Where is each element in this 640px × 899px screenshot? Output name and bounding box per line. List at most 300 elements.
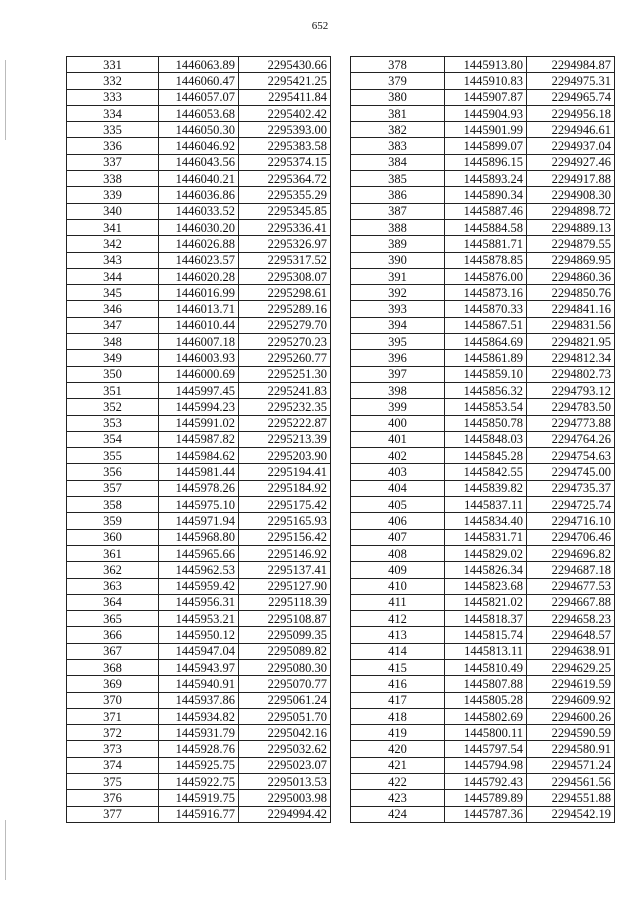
point-number-cell: 355	[67, 448, 159, 464]
x-coordinate-cell: 1446040.21	[159, 171, 239, 187]
point-number-cell: 420	[351, 741, 445, 757]
y-coordinate-cell: 2295298.61	[239, 285, 331, 301]
table-row	[67, 138, 331, 154]
x-coordinate-cell: 1445864.69	[445, 334, 527, 350]
y-coordinate-cell: 2295042.16	[239, 725, 331, 741]
table-row	[351, 219, 615, 235]
point-number-cell: 338	[67, 171, 159, 187]
y-coordinate-cell: 2295421.25	[239, 73, 331, 89]
point-number-cell: 362	[67, 562, 159, 578]
table-row	[351, 334, 615, 350]
left-edge-mark	[5, 60, 6, 140]
y-coordinate-cell: 2294869.95	[527, 252, 615, 268]
y-coordinate-cell: 2295260.77	[239, 350, 331, 366]
y-coordinate-cell: 2294542.19	[527, 806, 615, 822]
point-number-cell: 383	[351, 138, 445, 154]
table-row	[67, 741, 331, 757]
table-row	[351, 757, 615, 773]
x-coordinate-cell: 1445829.02	[445, 545, 527, 561]
y-coordinate-cell: 2294745.00	[527, 464, 615, 480]
table-row	[67, 171, 331, 187]
coordinates-table-left-body	[67, 57, 331, 823]
x-coordinate-cell: 1446026.88	[159, 236, 239, 252]
table-row	[67, 545, 331, 561]
y-coordinate-cell: 2294889.13	[527, 219, 615, 235]
x-coordinate-cell: 1446000.69	[159, 366, 239, 382]
x-coordinate-cell: 1445904.93	[445, 105, 527, 121]
table-row	[351, 89, 615, 105]
table-row	[67, 659, 331, 675]
x-coordinate-cell: 1446020.28	[159, 268, 239, 284]
x-coordinate-cell: 1446016.99	[159, 285, 239, 301]
x-coordinate-cell: 1445896.15	[445, 154, 527, 170]
x-coordinate-cell: 1445968.80	[159, 529, 239, 545]
table-row	[67, 73, 331, 89]
x-coordinate-cell: 1445953.21	[159, 611, 239, 627]
point-number-cell: 340	[67, 203, 159, 219]
table-row	[67, 676, 331, 692]
x-coordinate-cell: 1445956.31	[159, 594, 239, 610]
x-coordinate-cell: 1445837.11	[445, 497, 527, 513]
coordinates-table-right-body	[351, 57, 615, 823]
point-number-cell: 378	[351, 57, 445, 73]
point-number-cell: 344	[67, 268, 159, 284]
point-number-cell: 334	[67, 105, 159, 121]
table-row	[67, 122, 331, 138]
y-coordinate-cell: 2294773.88	[527, 415, 615, 431]
point-number-cell: 370	[67, 692, 159, 708]
x-coordinate-cell: 1446010.44	[159, 317, 239, 333]
y-coordinate-cell: 2295146.92	[239, 545, 331, 561]
y-coordinate-cell: 2294956.18	[527, 105, 615, 121]
point-number-cell: 413	[351, 627, 445, 643]
table-row	[351, 725, 615, 741]
table-row	[351, 252, 615, 268]
x-coordinate-cell: 1445940.91	[159, 676, 239, 692]
x-coordinate-cell: 1445842.55	[445, 464, 527, 480]
y-coordinate-cell: 2294754.63	[527, 448, 615, 464]
x-coordinate-cell: 1445870.33	[445, 301, 527, 317]
y-coordinate-cell: 2295251.30	[239, 366, 331, 382]
y-coordinate-cell: 2295336.41	[239, 219, 331, 235]
point-number-cell: 402	[351, 448, 445, 464]
table-row	[351, 643, 615, 659]
y-coordinate-cell: 2295013.53	[239, 774, 331, 790]
y-coordinate-cell: 2294687.18	[527, 562, 615, 578]
y-coordinate-cell: 2295232.35	[239, 399, 331, 415]
x-coordinate-cell: 1445873.16	[445, 285, 527, 301]
y-coordinate-cell: 2294783.50	[527, 399, 615, 415]
table-row	[67, 774, 331, 790]
y-coordinate-cell: 2295080.30	[239, 659, 331, 675]
x-coordinate-cell: 1445943.97	[159, 659, 239, 675]
x-coordinate-cell: 1445884.58	[445, 219, 527, 235]
y-coordinate-cell: 2294812.34	[527, 350, 615, 366]
x-coordinate-cell: 1445975.10	[159, 497, 239, 513]
x-coordinate-cell: 1446046.92	[159, 138, 239, 154]
table-row	[351, 790, 615, 806]
y-coordinate-cell: 2295393.00	[239, 122, 331, 138]
point-number-cell: 391	[351, 268, 445, 284]
y-coordinate-cell: 2295355.29	[239, 187, 331, 203]
point-number-cell: 384	[351, 154, 445, 170]
point-number-cell: 343	[67, 252, 159, 268]
x-coordinate-cell: 1445878.85	[445, 252, 527, 268]
point-number-cell: 403	[351, 464, 445, 480]
table-row	[67, 105, 331, 121]
x-coordinate-cell: 1445850.78	[445, 415, 527, 431]
table-row	[351, 464, 615, 480]
y-coordinate-cell: 2294716.10	[527, 513, 615, 529]
point-number-cell: 414	[351, 643, 445, 659]
x-coordinate-cell: 1445890.34	[445, 187, 527, 203]
y-coordinate-cell: 2295430.66	[239, 57, 331, 73]
point-number-cell: 368	[67, 659, 159, 675]
point-number-cell: 373	[67, 741, 159, 757]
y-coordinate-cell: 2294898.72	[527, 203, 615, 219]
table-row	[67, 497, 331, 513]
table-row	[351, 774, 615, 790]
table-row	[351, 154, 615, 170]
point-number-cell: 400	[351, 415, 445, 431]
table-row	[67, 757, 331, 773]
table-row	[67, 594, 331, 610]
point-number-cell: 408	[351, 545, 445, 561]
table-row	[351, 513, 615, 529]
table-row	[67, 268, 331, 284]
y-coordinate-cell: 2294860.36	[527, 268, 615, 284]
x-coordinate-cell: 1445823.68	[445, 578, 527, 594]
y-coordinate-cell: 2294975.31	[527, 73, 615, 89]
y-coordinate-cell: 2294793.12	[527, 382, 615, 398]
table-row	[351, 105, 615, 121]
x-coordinate-cell: 1445893.24	[445, 171, 527, 187]
x-coordinate-cell: 1446053.68	[159, 105, 239, 121]
table-row	[67, 366, 331, 382]
x-coordinate-cell: 1445867.51	[445, 317, 527, 333]
y-coordinate-cell: 2295089.82	[239, 643, 331, 659]
x-coordinate-cell: 1445839.82	[445, 480, 527, 496]
y-coordinate-cell: 2295326.97	[239, 236, 331, 252]
x-coordinate-cell: 1445794.98	[445, 757, 527, 773]
table-row	[67, 399, 331, 415]
point-number-cell: 357	[67, 480, 159, 496]
y-coordinate-cell: 2295023.07	[239, 757, 331, 773]
table-row	[67, 480, 331, 496]
table-row	[67, 611, 331, 627]
x-coordinate-cell: 1446033.52	[159, 203, 239, 219]
x-coordinate-cell: 1445934.82	[159, 708, 239, 724]
y-coordinate-cell: 2294850.76	[527, 285, 615, 301]
y-coordinate-cell: 2294841.16	[527, 301, 615, 317]
x-coordinate-cell: 1445931.79	[159, 725, 239, 741]
table-row	[67, 252, 331, 268]
x-coordinate-cell: 1445925.75	[159, 757, 239, 773]
point-number-cell: 381	[351, 105, 445, 121]
point-number-cell: 417	[351, 692, 445, 708]
point-number-cell: 360	[67, 529, 159, 545]
x-coordinate-cell: 1445787.36	[445, 806, 527, 822]
y-coordinate-cell: 2294619.59	[527, 676, 615, 692]
point-number-cell: 410	[351, 578, 445, 594]
table-row	[351, 529, 615, 545]
y-coordinate-cell: 2295051.70	[239, 708, 331, 724]
point-number-cell: 374	[67, 757, 159, 773]
table-row	[67, 203, 331, 219]
y-coordinate-cell: 2295156.42	[239, 529, 331, 545]
point-number-cell: 353	[67, 415, 159, 431]
y-coordinate-cell: 2295175.42	[239, 497, 331, 513]
point-number-cell: 416	[351, 676, 445, 692]
point-number-cell: 356	[67, 464, 159, 480]
point-number-cell: 350	[67, 366, 159, 382]
point-number-cell: 341	[67, 219, 159, 235]
table-row	[67, 529, 331, 545]
point-number-cell: 348	[67, 334, 159, 350]
point-number-cell: 395	[351, 334, 445, 350]
point-number-cell: 337	[67, 154, 159, 170]
point-number-cell: 388	[351, 219, 445, 235]
y-coordinate-cell: 2295165.93	[239, 513, 331, 529]
y-coordinate-cell: 2295061.24	[239, 692, 331, 708]
table-row	[67, 415, 331, 431]
table-row	[351, 301, 615, 317]
x-coordinate-cell: 1445962.53	[159, 562, 239, 578]
table-row	[67, 578, 331, 594]
point-number-cell: 392	[351, 285, 445, 301]
y-coordinate-cell: 2295003.98	[239, 790, 331, 806]
table-row	[67, 301, 331, 317]
x-coordinate-cell: 1446050.30	[159, 122, 239, 138]
point-number-cell: 335	[67, 122, 159, 138]
y-coordinate-cell: 2294667.88	[527, 594, 615, 610]
y-coordinate-cell: 2294638.91	[527, 643, 615, 659]
x-coordinate-cell: 1445789.89	[445, 790, 527, 806]
table-row	[351, 480, 615, 496]
point-number-cell: 421	[351, 757, 445, 773]
x-coordinate-cell: 1445959.42	[159, 578, 239, 594]
y-coordinate-cell: 2295194.41	[239, 464, 331, 480]
point-number-cell: 387	[351, 203, 445, 219]
left-edge-mark-lower	[5, 820, 6, 880]
point-number-cell: 364	[67, 594, 159, 610]
point-number-cell: 380	[351, 89, 445, 105]
y-coordinate-cell: 2294965.74	[527, 89, 615, 105]
point-number-cell: 333	[67, 89, 159, 105]
y-coordinate-cell: 2295279.70	[239, 317, 331, 333]
x-coordinate-cell: 1445821.02	[445, 594, 527, 610]
x-coordinate-cell: 1445818.37	[445, 611, 527, 627]
table-row	[67, 154, 331, 170]
y-coordinate-cell: 2294600.26	[527, 708, 615, 724]
y-coordinate-cell: 2294580.91	[527, 741, 615, 757]
x-coordinate-cell: 1445792.43	[445, 774, 527, 790]
point-number-cell: 407	[351, 529, 445, 545]
y-coordinate-cell: 2294927.46	[527, 154, 615, 170]
table-row	[67, 806, 331, 822]
y-coordinate-cell: 2294994.42	[239, 806, 331, 822]
point-number-cell: 415	[351, 659, 445, 675]
point-number-cell: 393	[351, 301, 445, 317]
table-row	[67, 350, 331, 366]
x-coordinate-cell: 1445861.89	[445, 350, 527, 366]
x-coordinate-cell: 1445919.75	[159, 790, 239, 806]
table-row	[67, 448, 331, 464]
table-row	[351, 545, 615, 561]
table-row	[67, 89, 331, 105]
y-coordinate-cell: 2294609.92	[527, 692, 615, 708]
y-coordinate-cell: 2295184.92	[239, 480, 331, 496]
point-number-cell: 354	[67, 431, 159, 447]
point-number-cell: 377	[67, 806, 159, 822]
point-number-cell: 366	[67, 627, 159, 643]
table-row	[67, 692, 331, 708]
y-coordinate-cell: 2294590.59	[527, 725, 615, 741]
point-number-cell: 352	[67, 399, 159, 415]
table-row	[67, 334, 331, 350]
point-number-cell: 358	[67, 497, 159, 513]
point-number-cell: 331	[67, 57, 159, 73]
x-coordinate-cell: 1445853.54	[445, 399, 527, 415]
table-row	[67, 382, 331, 398]
table-row	[67, 236, 331, 252]
table-row	[351, 806, 615, 822]
table-row	[67, 187, 331, 203]
point-number-cell: 382	[351, 122, 445, 138]
point-number-cell: 424	[351, 806, 445, 822]
x-coordinate-cell: 1445978.26	[159, 480, 239, 496]
table-row	[351, 317, 615, 333]
y-coordinate-cell: 2294946.61	[527, 122, 615, 138]
x-coordinate-cell: 1445981.44	[159, 464, 239, 480]
y-coordinate-cell: 2295127.90	[239, 578, 331, 594]
point-number-cell: 389	[351, 236, 445, 252]
y-coordinate-cell: 2294937.04	[527, 138, 615, 154]
table-row	[351, 382, 615, 398]
x-coordinate-cell: 1445887.46	[445, 203, 527, 219]
point-number-cell: 423	[351, 790, 445, 806]
table-row	[351, 611, 615, 627]
point-number-cell: 398	[351, 382, 445, 398]
x-coordinate-cell: 1446057.07	[159, 89, 239, 105]
table-row	[351, 708, 615, 724]
y-coordinate-cell: 2295411.84	[239, 89, 331, 105]
x-coordinate-cell: 1445813.11	[445, 643, 527, 659]
table-row	[351, 659, 615, 675]
point-number-cell: 419	[351, 725, 445, 741]
x-coordinate-cell: 1445984.62	[159, 448, 239, 464]
x-coordinate-cell: 1445797.54	[445, 741, 527, 757]
x-coordinate-cell: 1445807.88	[445, 676, 527, 692]
table-row	[351, 285, 615, 301]
table-row	[351, 203, 615, 219]
x-coordinate-cell: 1446036.86	[159, 187, 239, 203]
point-number-cell: 390	[351, 252, 445, 268]
table-row	[351, 578, 615, 594]
point-number-cell: 412	[351, 611, 445, 627]
table-row	[351, 448, 615, 464]
coordinates-table-right	[350, 56, 615, 823]
x-coordinate-cell: 1445876.00	[445, 268, 527, 284]
x-coordinate-cell: 1445901.99	[445, 122, 527, 138]
point-number-cell: 347	[67, 317, 159, 333]
point-number-cell: 411	[351, 594, 445, 610]
x-coordinate-cell: 1445831.71	[445, 529, 527, 545]
point-number-cell: 346	[67, 301, 159, 317]
x-coordinate-cell: 1445947.04	[159, 643, 239, 659]
x-coordinate-cell: 1446030.20	[159, 219, 239, 235]
x-coordinate-cell: 1445997.45	[159, 382, 239, 398]
y-coordinate-cell: 2294764.26	[527, 431, 615, 447]
point-number-cell: 404	[351, 480, 445, 496]
table-row	[351, 268, 615, 284]
y-coordinate-cell: 2294629.25	[527, 659, 615, 675]
point-number-cell: 361	[67, 545, 159, 561]
coordinates-table-left	[66, 56, 331, 823]
table-row	[351, 692, 615, 708]
y-coordinate-cell: 2295213.39	[239, 431, 331, 447]
x-coordinate-cell: 1445910.83	[445, 73, 527, 89]
x-coordinate-cell: 1445965.66	[159, 545, 239, 561]
x-coordinate-cell: 1445922.75	[159, 774, 239, 790]
x-coordinate-cell: 1446007.18	[159, 334, 239, 350]
y-coordinate-cell: 2294648.57	[527, 627, 615, 643]
table-row	[351, 562, 615, 578]
table-row	[67, 57, 331, 73]
x-coordinate-cell: 1445805.28	[445, 692, 527, 708]
x-coordinate-cell: 1445845.28	[445, 448, 527, 464]
table-row	[351, 415, 615, 431]
table-row	[67, 317, 331, 333]
point-number-cell: 394	[351, 317, 445, 333]
y-coordinate-cell: 2295364.72	[239, 171, 331, 187]
y-coordinate-cell: 2295241.83	[239, 382, 331, 398]
page-number: 652	[311, 20, 329, 32]
y-coordinate-cell: 2294561.56	[527, 774, 615, 790]
point-number-cell: 406	[351, 513, 445, 529]
x-coordinate-cell: 1445913.80	[445, 57, 527, 73]
x-coordinate-cell: 1445916.77	[159, 806, 239, 822]
y-coordinate-cell: 2295289.16	[239, 301, 331, 317]
y-coordinate-cell: 2295270.23	[239, 334, 331, 350]
table-row	[67, 513, 331, 529]
table-row	[351, 594, 615, 610]
point-number-cell: 409	[351, 562, 445, 578]
x-coordinate-cell: 1445994.23	[159, 399, 239, 415]
y-coordinate-cell: 2294908.30	[527, 187, 615, 203]
point-number-cell: 399	[351, 399, 445, 415]
table-row	[67, 219, 331, 235]
y-coordinate-cell: 2295099.35	[239, 627, 331, 643]
y-coordinate-cell: 2294984.87	[527, 57, 615, 73]
y-coordinate-cell: 2294725.74	[527, 497, 615, 513]
table-row	[67, 464, 331, 480]
point-number-cell: 401	[351, 431, 445, 447]
table-row	[67, 643, 331, 659]
y-coordinate-cell: 2295203.90	[239, 448, 331, 464]
table-row	[67, 708, 331, 724]
y-coordinate-cell: 2295374.15	[239, 154, 331, 170]
y-coordinate-cell: 2295402.42	[239, 105, 331, 121]
table-row	[67, 627, 331, 643]
table-row	[67, 725, 331, 741]
point-number-cell: 339	[67, 187, 159, 203]
x-coordinate-cell: 1445928.76	[159, 741, 239, 757]
x-coordinate-cell: 1445834.40	[445, 513, 527, 529]
y-coordinate-cell: 2295317.52	[239, 252, 331, 268]
y-coordinate-cell: 2295308.07	[239, 268, 331, 284]
point-number-cell: 367	[67, 643, 159, 659]
